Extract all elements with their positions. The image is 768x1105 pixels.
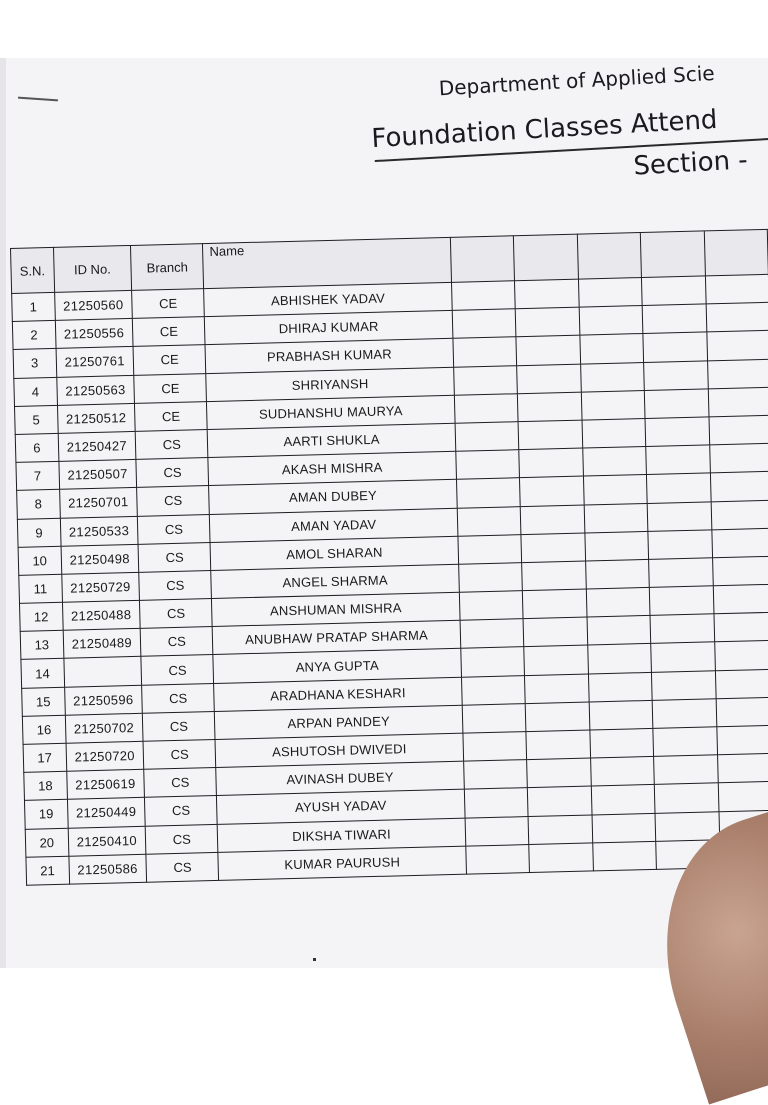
attendance-cell[interactable]: [647, 473, 711, 503]
cell-branch: CS: [142, 683, 215, 713]
attendance-cell[interactable]: [582, 418, 646, 448]
attendance-cell[interactable]: [580, 334, 644, 364]
attendance-cell[interactable]: [716, 697, 768, 727]
attendance-cell[interactable]: [709, 443, 768, 473]
attendance-cell[interactable]: [527, 758, 591, 788]
attendance-cell[interactable]: [461, 647, 525, 677]
attendance-cell[interactable]: [646, 445, 710, 475]
attendance-cell[interactable]: [592, 813, 656, 843]
attendance-cell[interactable]: [647, 501, 711, 531]
attendance-cell[interactable]: [644, 389, 708, 419]
attendance-cell[interactable]: [651, 642, 715, 672]
cell-sn: 16: [22, 715, 65, 744]
cell-id: 21250507: [58, 460, 136, 490]
cell-id: 21250761: [56, 347, 134, 377]
cell-sn: 14: [21, 659, 64, 688]
attendance-cell[interactable]: [523, 617, 587, 647]
cell-branch: CS: [137, 514, 210, 544]
attendance-cell[interactable]: [587, 644, 651, 674]
attendance-cell[interactable]: [456, 450, 520, 480]
cell-branch: CS: [136, 458, 209, 488]
cell-sn: 5: [15, 405, 58, 434]
attendance-cell[interactable]: [653, 727, 717, 757]
cell-name: ARADHANA KESHARI: [214, 677, 462, 711]
attendance-cell[interactable]: [463, 732, 527, 762]
attendance-column-header: [450, 236, 515, 283]
attendance-cell[interactable]: [589, 700, 653, 730]
attendance-cell[interactable]: [586, 587, 650, 617]
cell-name: DHIRAJ KUMAR: [205, 311, 453, 345]
cell-name: ARPAN PANDEY: [215, 705, 463, 739]
cell-sn: 15: [22, 687, 65, 716]
cell-branch: CS: [139, 570, 212, 600]
attendance-cell[interactable]: [515, 279, 579, 309]
attendance-cell[interactable]: [528, 815, 592, 845]
attendance-cell[interactable]: [515, 307, 579, 337]
attendance-cell[interactable]: [453, 337, 517, 367]
attendance-cell[interactable]: [461, 675, 525, 705]
attendance-cell[interactable]: [715, 669, 768, 699]
attendance-cell[interactable]: [518, 420, 582, 450]
attendance-cell[interactable]: [460, 619, 524, 649]
document-title: Foundation Classes Attend: [370, 104, 719, 155]
cell-id: 21250619: [66, 769, 144, 799]
attendance-cell[interactable]: [711, 500, 768, 530]
attendance-cell[interactable]: [588, 672, 652, 702]
attendance-sheet: [10, 229, 768, 886]
cell-id: 21250702: [65, 713, 143, 743]
cell-branch: CS: [145, 824, 218, 854]
attendance-cell[interactable]: [708, 387, 768, 417]
attendance-cell[interactable]: [584, 503, 648, 533]
cell-id: 21250489: [63, 629, 141, 659]
cell-id: 21250488: [62, 600, 140, 630]
cell-branch: CS: [138, 542, 211, 572]
attendance-cell[interactable]: [462, 703, 526, 733]
cell-id: 21250596: [64, 685, 142, 715]
cell-sn: 18: [24, 771, 67, 800]
cell-name: AYUSH YADAV: [217, 790, 465, 824]
cell-name: KUMAR PAURUSH: [218, 846, 466, 880]
cell-name: AVINASH DUBEY: [216, 761, 464, 795]
cell-name: SHRIYANSH: [206, 367, 454, 401]
cell-sn: 7: [16, 461, 59, 490]
cell-sn: 12: [19, 602, 62, 631]
cell-name: AMAN YADAV: [210, 508, 458, 542]
attendance-cell[interactable]: [705, 274, 768, 304]
attendance-cell[interactable]: [522, 561, 586, 591]
cell-name: AMAN DUBEY: [209, 480, 457, 514]
attendance-cell[interactable]: [651, 670, 715, 700]
cell-name: DIKSHA TIWARI: [218, 818, 466, 852]
cell-name: ANSHUMAN MISHRA: [212, 592, 460, 626]
attendance-cell[interactable]: [713, 584, 768, 614]
attendance-cell[interactable]: [466, 844, 530, 874]
attendance-cell[interactable]: [711, 528, 768, 558]
cell-id: 21250498: [61, 544, 139, 574]
cell-sn: 17: [23, 743, 66, 772]
cell-branch: CE: [133, 345, 206, 375]
attendance-cell[interactable]: [529, 843, 593, 873]
attendance-cell[interactable]: [526, 730, 590, 760]
cell-branch: CS: [141, 655, 214, 685]
cell-sn: 1: [12, 292, 55, 321]
attendance-cell[interactable]: [648, 530, 712, 560]
cell-id: 21250563: [56, 375, 134, 405]
attendance-cell[interactable]: [458, 563, 522, 593]
cell-sn: 4: [14, 377, 57, 406]
cell-name: ASHUTOSH DWIVEDI: [215, 733, 463, 767]
cell-branch: CS: [137, 486, 210, 516]
cell-sn: 2: [12, 321, 55, 350]
cell-branch: CS: [143, 739, 216, 769]
attendance-cell[interactable]: [518, 392, 582, 422]
attendance-cell[interactable]: [463, 760, 527, 790]
attendance-cell[interactable]: [654, 755, 718, 785]
cell-id: 21250449: [67, 798, 145, 828]
attendance-cell[interactable]: [590, 757, 654, 787]
cell-id: 21250720: [66, 741, 144, 771]
attendance-cell[interactable]: [706, 331, 768, 361]
attendance-cell[interactable]: [710, 472, 768, 502]
section-label: Section -: [632, 145, 749, 182]
cell-id: [63, 657, 141, 687]
cell-branch: CS: [144, 768, 217, 798]
attendance-cell[interactable]: [592, 841, 656, 871]
attendance-cell[interactable]: [587, 616, 651, 646]
cell-sn: 20: [25, 828, 68, 857]
attendance-cell[interactable]: [580, 362, 644, 392]
cell-id: 21250729: [61, 572, 139, 602]
cell-sn: 21: [26, 856, 69, 885]
attendance-cell[interactable]: [585, 531, 649, 561]
cell-sn: 9: [17, 518, 60, 547]
pen-dot: [313, 958, 316, 961]
attendance-cell[interactable]: [456, 478, 520, 508]
attendance-cell[interactable]: [519, 448, 583, 478]
cell-branch: CS: [146, 852, 219, 882]
cell-name: SUDHANSHU MAURYA: [207, 395, 455, 429]
attendance-cell[interactable]: [642, 276, 706, 306]
column-header-id: ID No.: [53, 245, 132, 292]
attendance-cell[interactable]: [528, 786, 592, 816]
attendance-cell[interactable]: [579, 306, 643, 336]
cell-sn: 10: [18, 546, 61, 575]
attendance-cell[interactable]: [649, 558, 713, 588]
cell-name: AKASH MISHRA: [208, 451, 456, 485]
attendance-cell[interactable]: [650, 614, 714, 644]
attendance-cell[interactable]: [655, 811, 719, 841]
attendance-cell[interactable]: [451, 281, 515, 311]
attendance-cell[interactable]: [643, 332, 707, 362]
attendance-cell[interactable]: [716, 725, 768, 755]
cell-branch: CS: [135, 429, 208, 459]
cell-sn: 8: [17, 490, 60, 519]
attendance-cell[interactable]: [582, 447, 646, 477]
attendance-cell[interactable]: [524, 645, 588, 675]
cell-name: ANUBHAW PRATAP SHARMA: [213, 620, 461, 654]
cell-sn: 13: [20, 631, 63, 660]
attendance-cell[interactable]: [452, 309, 516, 339]
cell-name: PRABHASH KUMAR: [205, 339, 453, 373]
attendance-cell[interactable]: [453, 365, 517, 395]
attendance-cell[interactable]: [465, 816, 529, 846]
attendance-cell[interactable]: [520, 505, 584, 535]
column-header-sn: S.N.: [11, 247, 55, 293]
attendance-cell[interactable]: [457, 506, 521, 536]
cell-name: AARTI SHUKLA: [208, 423, 456, 457]
attendance-cell[interactable]: [644, 360, 708, 390]
attendance-cell[interactable]: [578, 278, 642, 308]
cell-branch: CS: [142, 711, 215, 741]
column-header-branch: Branch: [131, 244, 204, 291]
cell-id: 21250556: [55, 319, 133, 349]
cell-id: 21250512: [57, 403, 135, 433]
attendance-cell[interactable]: [516, 335, 580, 365]
attendance-cell[interactable]: [642, 304, 706, 334]
table-body: [12, 274, 768, 885]
attendance-cell[interactable]: [714, 641, 768, 671]
attendance-cell[interactable]: [520, 476, 584, 506]
cell-branch: CE: [132, 317, 205, 347]
attendance-table: [10, 229, 768, 886]
attendance-column-header: [514, 234, 579, 281]
attendance-cell[interactable]: [464, 788, 528, 818]
cell-branch: CE: [134, 373, 207, 403]
attendance-cell[interactable]: [458, 534, 522, 564]
cell-sn: 19: [24, 800, 67, 829]
cell-sn: 3: [13, 349, 56, 378]
cell-branch: CS: [140, 599, 213, 629]
attendance-cell[interactable]: [583, 475, 647, 505]
cell-id: 21250427: [58, 431, 136, 461]
cell-branch: CE: [132, 289, 205, 319]
attendance-column-header: [704, 229, 768, 276]
attendance-cell[interactable]: [581, 390, 645, 420]
column-header-name: Name: [203, 237, 451, 288]
attendance-cell[interactable]: [585, 559, 649, 589]
attendance-cell[interactable]: [707, 359, 768, 389]
attendance-cell[interactable]: [713, 612, 768, 642]
attendance-cell[interactable]: [521, 533, 585, 563]
attendance-cell[interactable]: [517, 364, 581, 394]
attendance-cell[interactable]: [455, 422, 519, 452]
attendance-cell[interactable]: [590, 728, 654, 758]
attendance-cell[interactable]: [652, 699, 716, 729]
attendance-cell[interactable]: [523, 589, 587, 619]
cell-id: 21250410: [68, 826, 146, 856]
attendance-cell[interactable]: [454, 393, 518, 423]
attendance-column-header: [577, 233, 642, 280]
attendance-cell[interactable]: [718, 782, 768, 812]
cell-branch: CS: [145, 796, 218, 826]
attendance-cell[interactable]: [649, 586, 713, 616]
attendance-cell[interactable]: [706, 302, 768, 332]
cell-id: 21250533: [60, 516, 138, 546]
attendance-cell[interactable]: [591, 785, 655, 815]
cell-branch: CS: [140, 627, 213, 657]
attendance-cell[interactable]: [708, 415, 768, 445]
attendance-cell[interactable]: [717, 753, 768, 783]
cell-id: 21250560: [54, 290, 132, 320]
cell-id: 21250701: [59, 488, 137, 518]
attendance-cell[interactable]: [525, 702, 589, 732]
attendance-cell[interactable]: [712, 556, 768, 586]
cell-name: ANYA GUPTA: [213, 649, 461, 683]
cell-branch: CE: [135, 401, 208, 431]
department-name: Department of Applied Scie: [438, 60, 716, 101]
cell-sn: 11: [19, 574, 62, 603]
attendance-cell[interactable]: [525, 674, 589, 704]
attendance-cell[interactable]: [645, 417, 709, 447]
attendance-column-header: [640, 231, 705, 278]
attendance-cell[interactable]: [459, 591, 523, 621]
cell-name: AMOL SHARAN: [210, 536, 458, 570]
cell-id: 21250586: [68, 854, 146, 884]
cell-name: ANGEL SHARMA: [211, 564, 459, 598]
cell-name: ABHISHEK YADAV: [204, 282, 452, 316]
cell-sn: 6: [15, 433, 58, 462]
attendance-cell[interactable]: [654, 783, 718, 813]
